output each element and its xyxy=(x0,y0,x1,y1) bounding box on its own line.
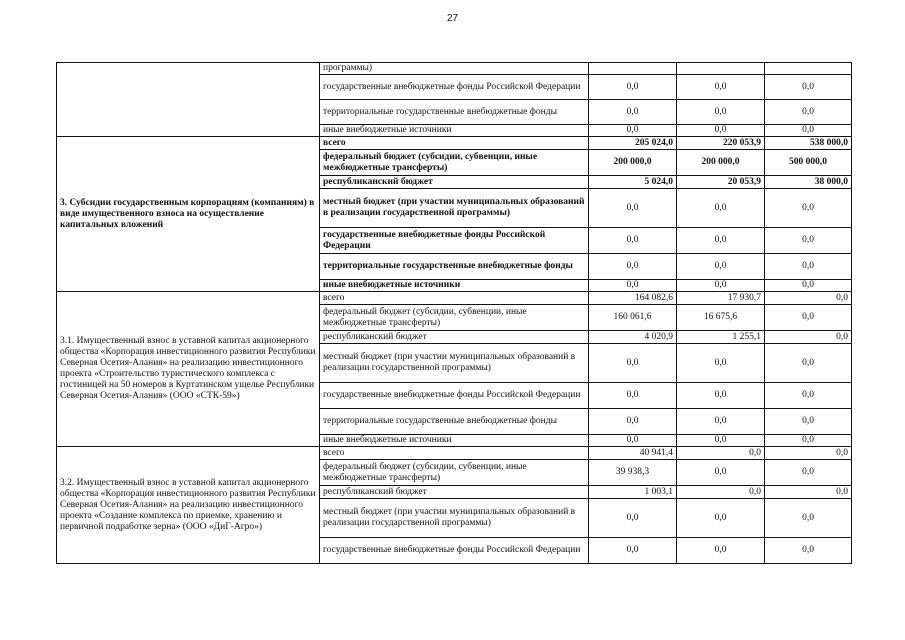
amount-cell-v2: 200 000,0 xyxy=(677,150,765,176)
amount-cell-v2: 220 053,9 xyxy=(677,137,765,150)
amount-cell-v2: 0,0 xyxy=(677,189,765,228)
amount-cell-v2: 0,0 xyxy=(677,409,765,435)
amount-cell-v2 xyxy=(677,63,765,75)
funding-source-cell: всего xyxy=(320,292,589,305)
amount-cell-v3: 0,0 xyxy=(765,292,852,305)
amount-cell-v1: 0,0 xyxy=(589,100,677,125)
amount-cell-v3: 0,0 xyxy=(765,383,852,409)
funding-source-cell: иные внебюджетные источники xyxy=(320,125,589,137)
amount-cell-v3: 0,0 xyxy=(765,460,852,486)
amount-cell-v2: 16 675,6 xyxy=(677,305,765,331)
amount-cell-v2: 0,0 xyxy=(677,460,765,486)
amount-cell-v1: 5 024,0 xyxy=(589,176,677,189)
program-name-cell: 3. Субсидии государственным корпорациям (компаниям) в виде имущественного взноса на осуществление капитальных вложений xyxy=(57,137,320,292)
amount-cell-v1: 0,0 xyxy=(589,538,677,564)
amount-cell-v3: 0,0 xyxy=(765,254,852,280)
amount-cell-v2: 0,0 xyxy=(677,435,765,447)
amount-cell-v1: 160 061,6 xyxy=(589,305,677,331)
funding-source-cell: всего xyxy=(320,447,589,460)
page-number: 27 xyxy=(446,13,459,24)
program-name-cell: 3.1. Имущественный взнос в уставной капитал акционерного общества «Корпорация инвестиционного развития Республики Северная Осетия-Алания» на реализацию инвестиционного проекта «Строительство туристического комплекса с гостиницей на 50 номеров в Куртатинском ущелье Республики Северная Осетия-Алания» (ООО «СТК-59») xyxy=(57,292,320,447)
amount-cell-v1: 0,0 xyxy=(589,280,677,292)
table-row xyxy=(57,137,852,150)
amount-cell-v3: 0,0 xyxy=(765,538,852,564)
amount-cell-v3: 0,0 xyxy=(765,499,852,538)
program-name-cell: 3.2. Имущественный взнос в уставной капитал акционерного общества «Корпорация инвестиционного развития Республики Северная Осетия-Алания» на реализацию инвестиционного проекта «Создание комплекса по приемке, хранению и первичной подработке зерна» (ООО «ДиГ-Агро») xyxy=(57,447,320,564)
amount-cell-v1: 0,0 xyxy=(589,344,677,383)
amount-cell-v1: 0,0 xyxy=(589,189,677,228)
amount-cell-v2: 0,0 xyxy=(677,254,765,280)
amount-cell-v3: 0,0 xyxy=(765,331,852,344)
amount-cell-v1: 4 020,9 xyxy=(589,331,677,344)
amount-cell-v2: 0,0 xyxy=(677,228,765,254)
amount-cell-v1: 39 938,3 xyxy=(589,460,677,486)
funding-source-cell: республиканский бюджет xyxy=(320,486,589,499)
funding-source-cell: местный бюджет (при участии муниципальных образований в реализации государственной программы) xyxy=(320,189,589,228)
amount-cell-v2: 17 930,7 xyxy=(677,292,765,305)
amount-cell-v3: 0,0 xyxy=(765,228,852,254)
funding-source-cell: иные внебюджетные источники xyxy=(320,435,589,447)
amount-cell-v1: 1 003,1 xyxy=(589,486,677,499)
budget-table-body xyxy=(57,63,852,564)
funding-source-cell: федеральный бюджет (субсидии, субвенции, иные межбюджетные трансферты) xyxy=(320,460,589,486)
funding-source-cell: государственные внебюджетные фонды Российской Федерации xyxy=(320,383,589,409)
amount-cell-v3: 0,0 xyxy=(765,344,852,383)
amount-cell-v3: 0,0 xyxy=(765,100,852,125)
funding-source-cell: территориальные государственные внебюджетные фонды xyxy=(320,409,589,435)
amount-cell-v1: 164 082,6 xyxy=(589,292,677,305)
amount-cell-v2: 0,0 xyxy=(677,75,765,100)
funding-source-cell: государственные внебюджетные фонды Российской Федерации xyxy=(320,538,589,564)
amount-cell-v3: 538 000,0 xyxy=(765,137,852,150)
table-row xyxy=(57,63,852,75)
amount-cell-v2: 0,0 xyxy=(677,499,765,538)
amount-cell-v1: 0,0 xyxy=(589,228,677,254)
amount-cell-v1: 0,0 xyxy=(589,254,677,280)
amount-cell-v2: 20 053,9 xyxy=(677,176,765,189)
amount-cell-v3: 0,0 xyxy=(765,305,852,331)
funding-source-cell: федеральный бюджет (субсидии, субвенции, иные межбюджетные трансферты) xyxy=(320,150,589,176)
funding-source-cell: республиканский бюджет xyxy=(320,176,589,189)
amount-cell-v2: 0,0 xyxy=(677,383,765,409)
funding-source-cell: федеральный бюджет (субсидии, субвенции, иные межбюджетные трансферты) xyxy=(320,305,589,331)
amount-cell-v3 xyxy=(765,63,852,75)
amount-cell-v1: 0,0 xyxy=(589,499,677,538)
funding-source-cell: программы) xyxy=(320,63,589,75)
amount-cell-v3: 0,0 xyxy=(765,280,852,292)
amount-cell-v1: 0,0 xyxy=(589,75,677,100)
funding-source-cell: территориальные государственные внебюджетные фонды xyxy=(320,254,589,280)
amount-cell-v2: 0,0 xyxy=(677,538,765,564)
table-row xyxy=(57,447,852,460)
amount-cell-v3: 0,0 xyxy=(765,486,852,499)
amount-cell-v2: 0,0 xyxy=(677,280,765,292)
amount-cell-v1: 200 000,0 xyxy=(589,150,677,176)
funding-source-cell: местный бюджет (при участии муниципальных образований в реализации государственной программы) xyxy=(320,499,589,538)
amount-cell-v1: 205 024,0 xyxy=(589,137,677,150)
funding-source-cell: государственные внебюджетные фонды Российской Федерации xyxy=(320,228,589,254)
amount-cell-v2: 0,0 xyxy=(677,344,765,383)
amount-cell-v1: 0,0 xyxy=(589,409,677,435)
amount-cell-v1: 0,0 xyxy=(589,125,677,137)
amount-cell-v2: 1 255,1 xyxy=(677,331,765,344)
amount-cell-v1: 0,0 xyxy=(589,435,677,447)
program-name-cell xyxy=(57,63,320,137)
table-row xyxy=(57,292,852,305)
amount-cell-v2: 0,0 xyxy=(677,447,765,460)
amount-cell-v3: 0,0 xyxy=(765,75,852,100)
budget-table xyxy=(56,62,852,564)
amount-cell-v3: 0,0 xyxy=(765,409,852,435)
amount-cell-v3: 500 000,0 xyxy=(765,150,852,176)
funding-source-cell: иные внебюджетные источники xyxy=(320,280,589,292)
amount-cell-v1: 40 941,4 xyxy=(589,447,677,460)
funding-source-cell: республиканский бюджет xyxy=(320,331,589,344)
funding-source-cell: государственные внебюджетные фонды Российской Федерации xyxy=(320,75,589,100)
amount-cell-v3: 0,0 xyxy=(765,125,852,137)
funding-source-cell: территориальные государственные внебюджетные фонды xyxy=(320,100,589,125)
amount-cell-v3: 0,0 xyxy=(765,447,852,460)
amount-cell-v2: 0,0 xyxy=(677,125,765,137)
amount-cell-v1: 0,0 xyxy=(589,383,677,409)
amount-cell-v3: 0,0 xyxy=(765,435,852,447)
amount-cell-v2: 0,0 xyxy=(677,486,765,499)
amount-cell-v3: 0,0 xyxy=(765,189,852,228)
amount-cell-v3: 38 000,0 xyxy=(765,176,852,189)
amount-cell-v2: 0,0 xyxy=(677,100,765,125)
funding-source-cell: местный бюджет (при участии муниципальных образований в реализации государственной программы) xyxy=(320,344,589,383)
funding-source-cell: всего xyxy=(320,137,589,150)
amount-cell-v1 xyxy=(589,63,677,75)
